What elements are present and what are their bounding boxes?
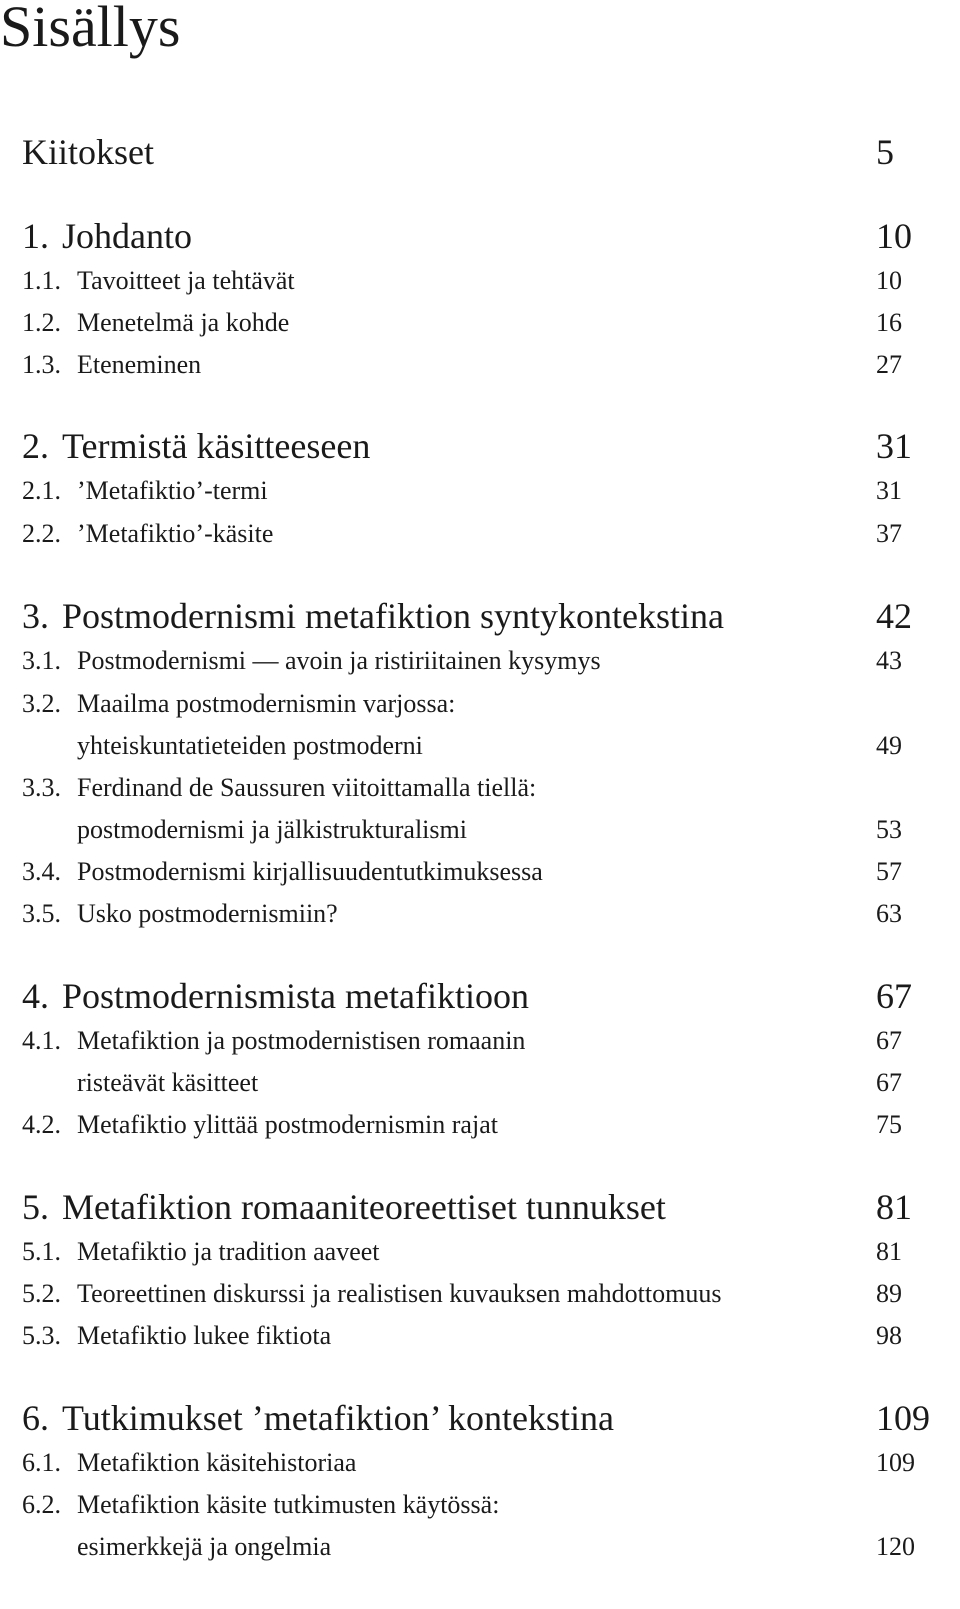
section-title: Postmodernismi — avoin ja ristiriitainen kysymys <box>77 646 601 675</box>
page-number: 27 <box>876 350 902 379</box>
section-title: Metafiktio lukee fiktiota <box>77 1321 332 1350</box>
section-title: Menetelmä ja kohde <box>77 308 290 337</box>
section-number: 5.1. <box>22 1237 61 1266</box>
toc-section[interactable] <box>0 689 960 719</box>
toc-section[interactable] <box>0 1110 960 1140</box>
section-number: 5.2. <box>22 1279 61 1308</box>
toc-section[interactable] <box>0 773 960 803</box>
toc-section[interactable] <box>0 1279 960 1309</box>
section-title: postmodernismi ja jälkistrukturalismi <box>77 815 467 844</box>
section-title: Metafiktion ja postmodernistisen romaanin <box>77 1026 526 1055</box>
chapter-title: Johdanto <box>62 216 192 256</box>
toc-section-continuation[interactable] <box>0 1532 960 1562</box>
toc-section[interactable] <box>0 519 960 549</box>
chapter-title: Termistä käsitteeseen <box>62 426 371 466</box>
toc-section[interactable] <box>0 308 960 338</box>
section-number: 1.1. <box>22 266 61 295</box>
section-title: Metafiktion käsitehistoriaa <box>77 1448 357 1477</box>
page-number: 75 <box>876 1110 902 1139</box>
section-title: ’Metafiktio’-termi <box>77 476 268 505</box>
section-title: Usko postmodernismiin? <box>77 899 338 928</box>
chapter-number: 5. <box>22 1187 49 1227</box>
page-number: 109 <box>876 1398 930 1438</box>
section-title: esimerkkejä ja ongelmia <box>77 1532 332 1561</box>
page-number: 81 <box>876 1237 902 1266</box>
chapter-number: 6. <box>22 1398 49 1438</box>
section-number: 4.2. <box>22 1110 61 1139</box>
chapter-number: 4. <box>22 976 49 1016</box>
toc-entry-acknowledgements[interactable] <box>0 132 960 172</box>
page-number: 67 <box>876 1068 902 1097</box>
section-title: Tavoitteet ja tehtävät <box>77 266 295 295</box>
section-title: Metafiktion käsite tutkimusten käytössä: <box>77 1490 500 1519</box>
section-title: risteävät käsitteet <box>77 1068 259 1097</box>
toc-chapter[interactable] <box>0 216 960 256</box>
section-number: 4.1. <box>22 1026 61 1055</box>
section-number: 3.4. <box>22 857 61 886</box>
section-title: yhteiskuntatieteiden postmoderni <box>77 731 423 760</box>
chapter-title: Tutkimukset ’metafiktion’ kontekstina <box>62 1398 614 1438</box>
page-number: 81 <box>876 1187 912 1227</box>
page-number: 42 <box>876 596 912 636</box>
page-number: 120 <box>876 1532 915 1561</box>
chapter-number: 2. <box>22 426 49 466</box>
section-number: 3.2. <box>22 689 61 718</box>
page-number: 67 <box>876 976 912 1016</box>
section-number: 3.3. <box>22 773 61 802</box>
section-title: Metafiktio ja tradition aaveet <box>77 1237 380 1266</box>
toc-section[interactable] <box>0 476 960 506</box>
page-number: 31 <box>876 426 912 466</box>
toc-section[interactable] <box>0 1237 960 1267</box>
section-title: Teoreettinen diskurssi ja realistisen kuvauksen mahdottomuus <box>77 1279 722 1308</box>
section-title: ’Metafiktio’-käsite <box>77 519 274 548</box>
toc-section[interactable] <box>0 646 960 676</box>
page-number: 63 <box>876 899 902 928</box>
page-number: 109 <box>876 1448 915 1477</box>
page-number: 89 <box>876 1279 902 1308</box>
chapter-title: Postmodernismista metafiktioon <box>62 976 529 1016</box>
toc-section[interactable] <box>0 1026 960 1056</box>
section-title: Postmodernismi kirjallisuudentutkimuksessa <box>77 857 543 886</box>
chapter-number: 3. <box>22 596 49 636</box>
section-number: 1.2. <box>22 308 61 337</box>
toc-section[interactable] <box>0 1321 960 1351</box>
section-number: 6.2. <box>22 1490 61 1519</box>
toc-chapter[interactable] <box>0 1398 960 1438</box>
page-number: 31 <box>876 476 902 505</box>
toc-section[interactable] <box>0 266 960 296</box>
toc-chapter[interactable] <box>0 426 960 466</box>
toc-section-continuation[interactable] <box>0 815 960 845</box>
toc-section[interactable] <box>0 1448 960 1478</box>
section-number: 5.3. <box>22 1321 61 1350</box>
page-number: 5 <box>876 132 894 172</box>
section-title: Ferdinand de Saussuren viitoittamalla tiellä: <box>77 773 537 802</box>
toc-chapter[interactable] <box>0 596 960 636</box>
toc-section-continuation[interactable] <box>0 731 960 761</box>
page-number: 43 <box>876 646 902 675</box>
page-number: 37 <box>876 519 902 548</box>
page-number: 10 <box>876 266 902 295</box>
section-number: 1.3. <box>22 350 61 379</box>
page-number: 16 <box>876 308 902 337</box>
section-title: Maailma postmodernismin varjossa: <box>77 689 456 718</box>
section-number: 6.1. <box>22 1448 61 1477</box>
page-number: 67 <box>876 1026 902 1055</box>
toc-section[interactable] <box>0 899 960 929</box>
section-number: 2.1. <box>22 476 61 505</box>
section-number: 2.2. <box>22 519 61 548</box>
chapter-title: Metafiktion romaaniteoreettiset tunnukset <box>62 1187 666 1227</box>
chapter-title: Postmodernismi metafiktion syntykontekstina <box>62 596 724 636</box>
chapter-number: 1. <box>22 216 49 256</box>
toc-section[interactable] <box>0 1490 960 1520</box>
toc-chapter[interactable] <box>0 976 960 1016</box>
section-title: Eteneminen <box>77 350 202 379</box>
page-number: 49 <box>876 731 902 760</box>
toc-chapter[interactable] <box>0 1187 960 1227</box>
section-title: Metafiktio ylittää postmodernismin rajat <box>77 1110 498 1139</box>
toc-section-continuation[interactable] <box>0 1068 960 1098</box>
section-number: 3.5. <box>22 899 61 928</box>
page-number: 98 <box>876 1321 902 1350</box>
page-number: 57 <box>876 857 902 886</box>
toc-section[interactable] <box>0 857 960 887</box>
page-number: 10 <box>876 216 912 256</box>
page-title: Sisällys <box>0 0 181 59</box>
toc-section[interactable] <box>0 350 960 380</box>
entry-title: Kiitokset <box>22 132 154 172</box>
page-number: 53 <box>876 815 902 844</box>
section-number: 3.1. <box>22 646 61 675</box>
